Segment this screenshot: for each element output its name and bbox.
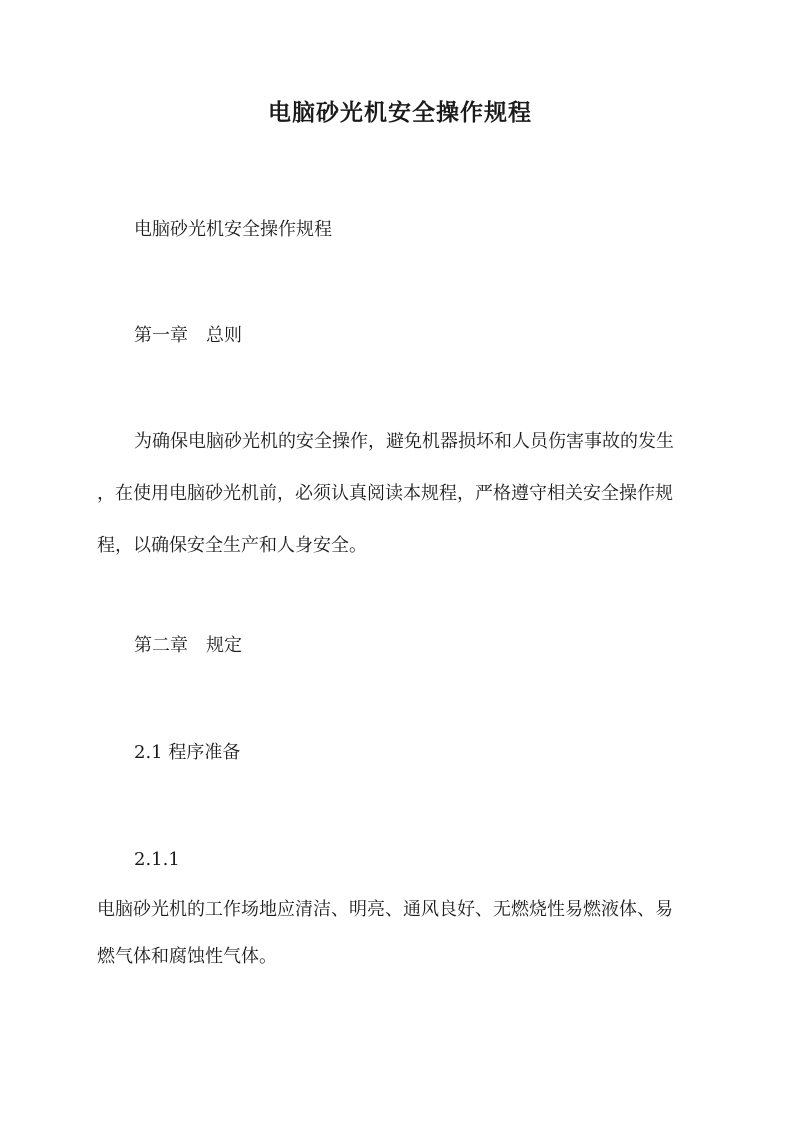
chapter-1-heading <box>134 323 242 349</box>
chapter-2-number: 第二章 <box>134 635 188 656</box>
subsection-number: 2.1.1 <box>134 849 180 870</box>
paragraph-1-line-3: 程，以确保安全生产和人身安全。 <box>97 535 367 556</box>
section-number: 2.1 <box>134 742 163 763</box>
section-2-1-heading <box>134 740 240 766</box>
paragraph-1-line-2: ，在使用电脑砂光机前，必须认真阅读本规程，严格遵守相关安全操作规 <box>97 483 673 504</box>
page-title: 电脑砂光机安全操作规程 <box>268 99 532 126</box>
chapter-1-number: 第一章 <box>134 325 188 346</box>
chapter-2-name: 规定 <box>206 635 242 656</box>
paragraph-2-line-2: 燃气体和腐蚀性气体。 <box>97 946 277 967</box>
chapter-1-name: 总则 <box>206 325 242 346</box>
paragraph-1-line-1: 为确保电脑砂光机的安全操作，避免机器损坏和人员伤害事故的发生 <box>134 431 674 452</box>
chapter-2-heading <box>134 633 242 659</box>
paragraph-2-line-1: 电脑砂光机的工作场地应清洁、明亮、通风良好、无燃烧性易燃液体、易 <box>97 899 673 920</box>
section-name: 程序准备 <box>168 742 241 763</box>
document-subtitle: 电脑砂光机安全操作规程 <box>134 219 332 240</box>
